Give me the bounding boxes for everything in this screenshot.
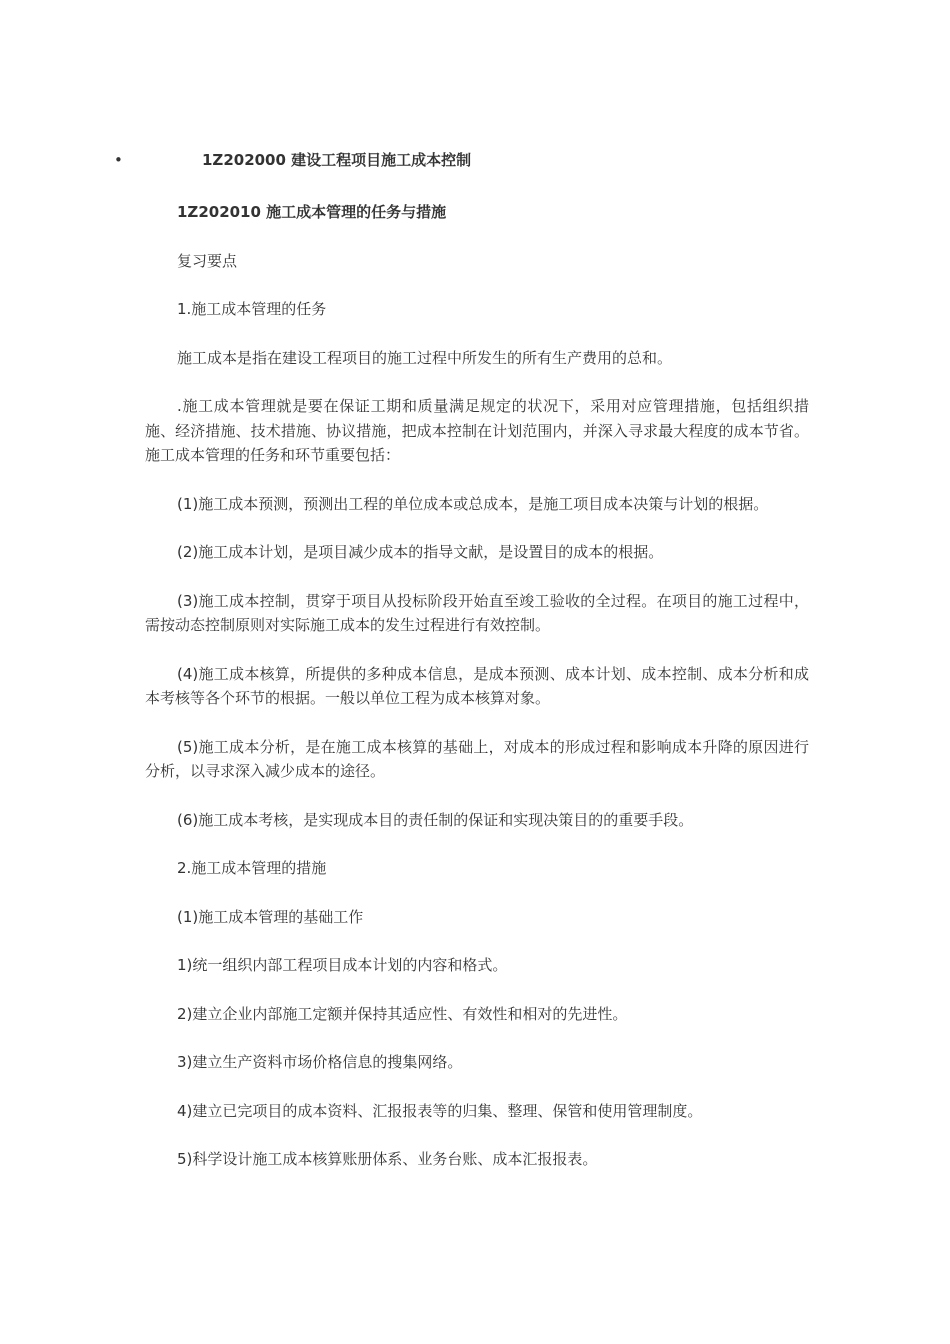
paragraph: 4)建立已完项目的成本资料、汇报报表等的归集、整理、保管和使用管理制度。 bbox=[177, 1101, 703, 1120]
document-body bbox=[145, 200, 809, 1196]
paragraph: (1)施工成本管理的基础工作 bbox=[177, 907, 364, 926]
subsection-heading: 1Z202010 施工成本管理的任务与措施 bbox=[177, 203, 447, 221]
paragraph: (5)施工成本分析，是在施工成本核算的基础上，对成本的形成过程和影响成本升降的原因进行分析，以寻求深入减少成本的途径。 bbox=[145, 737, 809, 780]
paragraph: (1)施工成本预测，预测出工程的单位成本或总成本，是施工项目成本决策与计划的根据。 bbox=[177, 494, 769, 513]
paragraph: 1.施工成本管理的任务 bbox=[177, 300, 327, 318]
list-bullet: • bbox=[114, 151, 123, 169]
paragraph: 复习要点 bbox=[177, 251, 238, 270]
paragraph: 2)建立企业内部施工定额并保持其适应性、有效性和相对的先进性。 bbox=[177, 1004, 628, 1023]
paragraph: 1)统一组织内部工程项目成本计划的内容和格式。 bbox=[177, 956, 508, 974]
paragraph: 施工成本是指在建设工程项目的施工过程中所发生的所有生产费用的总和。 bbox=[177, 348, 673, 367]
paragraph: (3)施工成本控制，贯穿于项目从投标阶段开始直至竣工验收的全过程。在项目的施工过程中，需按动态控制原则对实际施工成本的发生过程进行有效控制。 bbox=[145, 591, 809, 634]
paragraph: (2)施工成本计划，是项目减少成本的指导文献，是设置目的成本的根据。 bbox=[177, 543, 664, 561]
section-heading: 1Z202000 建设工程项目施工成本控制 bbox=[202, 151, 472, 169]
paragraph: 3)建立生产资料市场价格信息的搜集网络。 bbox=[177, 1053, 463, 1071]
paragraph: 5)科学设计施工成本核算账册体系、业务台账、成本汇报报表。 bbox=[177, 1150, 598, 1168]
paragraph: 2.施工成本管理的措施 bbox=[177, 859, 327, 877]
paragraph: (4)施工成本核算，所提供的多种成本信息，是成本预测、成本计划、成本控制、成本分析和成本考核等各个环节的根据。一般以单位工程为成本核算对象。 bbox=[145, 664, 809, 707]
paragraph: .施工成本管理就是要在保证工期和质量满足规定的状况下，采用对应管理措施，包括组织措施、经济措施、技术措施、协议措施，把成本控制在计划范围内，并深入寻求最大程度的成本节省。施工成本管理的任务和环节重要包括： bbox=[145, 397, 809, 464]
paragraph: (6)施工成本考核，是实现成本目的责任制的保证和实现决策目的的重要手段。 bbox=[177, 810, 694, 829]
